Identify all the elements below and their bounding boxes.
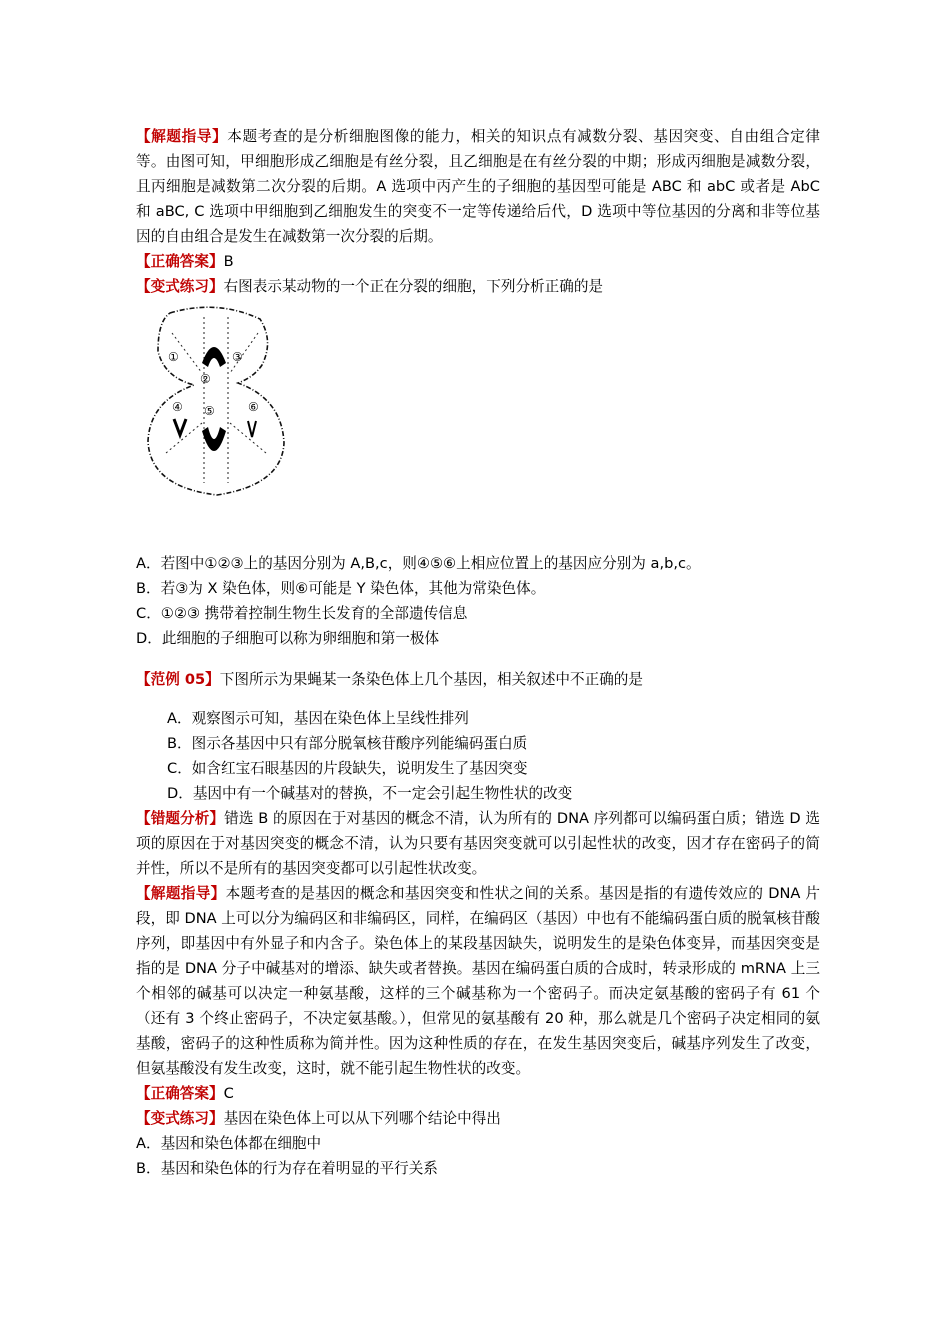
answer-tag: 【正确答案】 <box>136 253 224 270</box>
example-option-c: C．如含红宝石眼基因的片段缺失，说明发生了基因突变 <box>167 760 528 777</box>
example-option-d: D．基因中有一个碱基对的替换，不一定会引起生物性状的改变 <box>167 785 573 802</box>
answer-tag-2: 【正确答案】 <box>136 1085 224 1102</box>
example-text: 下图所示为果蝇某一条染色体上几个基因，相关叙述中不正确的是 <box>219 671 643 688</box>
practice-option-b: B．基因和染色体的行为存在着明显的平行关系 <box>136 1160 438 1177</box>
answer-text-2: C <box>223 1085 234 1102</box>
practice-tag: 【变式练习】 <box>136 278 224 295</box>
guide-tag-2: 【解题指导】 <box>136 885 226 902</box>
error-text: 错选 B 的原因在于对基因的概念不清，认为所有的 DNA 序列都可以编码蛋白质；错选 D 选项的原因在于对基因突变的概念不清，认为只要有基因突变就可以引起性状的改变，因才存在密码子的简并性，所以不是所有的基因突变都可以引起性状改变。 <box>136 810 820 877</box>
cell-division-figure <box>136 299 820 551</box>
practice-text: 右图表示某动物的一个正在分裂的细胞，下列分析正确的是 <box>223 278 604 295</box>
option-d: D．此细胞的子细胞可以称为卵细胞和第一极体 <box>136 630 440 647</box>
label-6: ⑥ <box>248 400 259 414</box>
guide-text: 本题考查的是分析细胞图像的能力，相关的知识点有减数分裂、基因突变、自由组合定律等。由图可知，甲细胞形成乙细胞是有丝分裂，且乙细胞是在有丝分裂的中期；形成丙细胞是减数分裂，且丙细胞是减数第二次分裂的后期。A 选项中丙产生的子细胞的基因型可能是 ABC 和 abC 或者是 AbC 和 aBC, C 选项中甲细胞到乙细胞发生的突变不一定等传递给后代，D 选项中等位基因的分离和非等位基因的自由组合是发生在减数第一次分裂的后期。 <box>136 128 820 245</box>
answer-line-1 <box>136 249 820 274</box>
label-4: ④ <box>172 400 183 414</box>
guide-text-2: 本题考查的是基因的概念和基因突变和性状之间的关系。基因是指的有遗传效应的 DNA 片段，即 DNA 上可以分为编码区和非编码区，同样，在编码区（基因）中也有不能编码蛋白质的脱氧核苷酸序列，即基因中有外显子和内含子。染色体上的某段基因缺失，说明发生的是染色体变异，而基因突变是指的是 DNA 分子中碱基对的增添、缺失或者替换。基因在编码蛋白质的合成时，转录形成的 mRNA 上三个相邻的碱基可以决定一种氨基酸，这样的三个碱基称为一个密码子。而决定氨基酸的密码子有 61 个（还有 3 个终止密码子，不决定氨基酸。），但常见的氨基酸有 20 种，那么就是几个密码子决定相同的氨基酸，密码子的这种性质称为简并性。因为这种性质的存在，在发生基因突变后，碱基序列发生了改变，但氨基酸没有发生改变，这时，就不能引起生物性状的改变。 <box>136 885 820 1077</box>
error-analysis <box>136 806 820 881</box>
practice-line-2 <box>136 1106 820 1131</box>
label-5: ⑤ <box>204 404 215 418</box>
answer-text: B <box>223 253 234 270</box>
answer-line-2 <box>136 1081 820 1106</box>
error-tag: 【错题分析】 <box>136 810 225 827</box>
guide-paragraph-1 <box>136 124 820 249</box>
option-b: B．若③为 X 染色体，则⑥可能是 Y 染色体，其他为常染色体。 <box>136 580 546 597</box>
practice-tag-2: 【变式练习】 <box>136 1110 224 1127</box>
practice-text-2: 基因在染色体上可以从下列哪个结论中得出 <box>223 1110 501 1127</box>
document-content <box>136 124 820 1181</box>
label-3: ③ <box>232 350 243 364</box>
option-c: C．①②③ 携带着控制生物生长发育的全部遗传信息 <box>136 605 468 622</box>
dividing-cell-diagram <box>142 303 292 501</box>
example-tag: 【范例 05】 <box>136 671 220 688</box>
practice-line-1 <box>136 274 820 299</box>
guide-tag: 【解题指导】 <box>136 128 228 145</box>
guide-paragraph-2 <box>136 881 820 1081</box>
label-1: ① <box>168 350 179 364</box>
option-a: A．若图中①②③上的基因分别为 A,B,c，则④⑤⑥上相应位置上的基因应分别为 a,b,c。 <box>136 555 701 572</box>
practice-option-a: A．基因和染色体都在细胞中 <box>136 1135 322 1152</box>
example-option-b: B．图示各基因中只有部分脱氧核苷酸序列能编码蛋白质 <box>167 735 528 752</box>
example-option-a: A．观察图示可知，基因在染色体上呈线性排列 <box>167 710 469 727</box>
label-2: ② <box>200 372 211 386</box>
example-05-heading <box>136 667 820 692</box>
